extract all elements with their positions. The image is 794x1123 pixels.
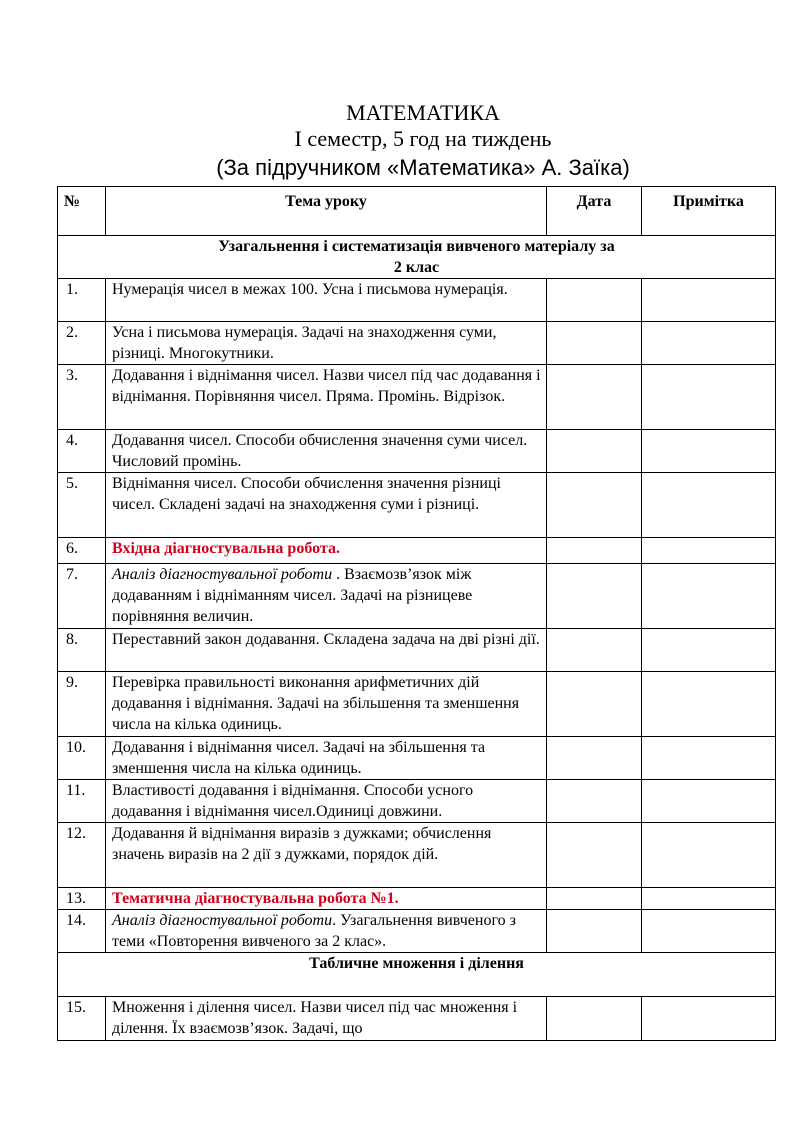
section-title: Табличне множення і ділення bbox=[58, 953, 776, 997]
row-note-cell[interactable] bbox=[642, 564, 776, 629]
page-title: МАТЕМАТИКА bbox=[346, 100, 500, 125]
row-topic: Додавання і віднімання чисел. Задачі на збільшення та зменшення числа на кілька одиниць. bbox=[106, 737, 547, 780]
row-number: 3. bbox=[58, 365, 106, 430]
row-number: 8. bbox=[58, 629, 106, 672]
row-note-cell[interactable] bbox=[642, 322, 776, 365]
row-note-cell[interactable] bbox=[642, 910, 776, 953]
column-header-note: Примітка bbox=[642, 187, 776, 236]
row-note-cell[interactable] bbox=[642, 737, 776, 780]
column-header-topic: Тема уроку bbox=[106, 187, 547, 236]
row-note-cell[interactable] bbox=[642, 888, 776, 910]
row-note-cell[interactable] bbox=[642, 538, 776, 564]
row-date-cell[interactable] bbox=[547, 430, 642, 473]
row-note-cell[interactable] bbox=[642, 473, 776, 538]
row-date-cell[interactable] bbox=[547, 737, 642, 780]
row-date-cell[interactable] bbox=[547, 888, 642, 910]
section-row bbox=[58, 953, 776, 997]
row-date-cell[interactable] bbox=[547, 365, 642, 430]
row-date-cell[interactable] bbox=[547, 279, 642, 322]
table-row bbox=[58, 322, 776, 365]
textbook-subtitle: (За підручником «Математика» А. Заїка) bbox=[216, 155, 630, 180]
row-note-cell[interactable] bbox=[642, 823, 776, 888]
row-topic: Додавання і віднімання чисел. Назви чисел під час додавання і віднімання. Порівняння чисел. Пряма. Промінь. Відрізок. bbox=[106, 365, 547, 430]
row-number: 7. bbox=[58, 564, 106, 629]
column-header-date: Дата bbox=[547, 187, 642, 236]
table-row bbox=[58, 564, 776, 629]
row-note-cell[interactable] bbox=[642, 997, 776, 1041]
table-row bbox=[58, 780, 776, 823]
row-topic: Додавання й віднімання виразів з дужками; обчислення значень виразів на 2 дії з дужками, порядок дій. bbox=[106, 823, 547, 888]
row-topic: Віднімання чисел. Способи обчислення значення різниці чисел. Складені задачі на знаходження суми і різниці. bbox=[106, 473, 547, 538]
table-row bbox=[58, 888, 776, 910]
row-topic-italic: Аналіз діагностувальної роботи bbox=[112, 566, 333, 583]
row-note-cell[interactable] bbox=[642, 780, 776, 823]
row-topic: Перевірка правильності виконання арифметичних дій додавання і віднімання. Задачі на збільшення та зменшення числа на кілька одиниць. bbox=[106, 672, 547, 737]
row-topic: Переставний закон додавання. Складена задача на дві різні дії. bbox=[106, 629, 547, 672]
row-topic: Додавання чисел. Способи обчислення значення суми чисел. Числовий промінь. bbox=[106, 430, 547, 473]
row-date-cell[interactable] bbox=[547, 780, 642, 823]
row-date-cell[interactable] bbox=[547, 473, 642, 538]
row-topic-text: . Узагальнення вивченого з теми «Повторення вивченого за 2 клас». bbox=[112, 912, 516, 950]
lesson-plan-table bbox=[57, 186, 776, 1041]
table-row bbox=[58, 430, 776, 473]
row-date-cell[interactable] bbox=[547, 564, 642, 629]
section-title: Узагальнення і систематизація вивченого матеріалу за 2 клас bbox=[58, 236, 776, 279]
row-number: 10. bbox=[58, 737, 106, 780]
row-number: 14. bbox=[58, 910, 106, 953]
row-topic: Властивості додавання і віднімання. Способи усного додавання і віднімання чисел.Одиниці довжини. bbox=[106, 780, 547, 823]
column-header-number: № bbox=[58, 187, 106, 236]
table-row bbox=[58, 538, 776, 564]
row-date-cell[interactable] bbox=[547, 823, 642, 888]
table-row bbox=[58, 279, 776, 322]
table-row bbox=[58, 629, 776, 672]
row-date-cell[interactable] bbox=[547, 672, 642, 737]
table-row bbox=[58, 365, 776, 430]
table-row bbox=[58, 997, 776, 1041]
row-number: 2. bbox=[58, 322, 106, 365]
row-number: 1. bbox=[58, 279, 106, 322]
row-topic bbox=[106, 564, 547, 629]
row-note-cell[interactable] bbox=[642, 279, 776, 322]
row-date-cell[interactable] bbox=[547, 997, 642, 1041]
row-note-cell[interactable] bbox=[642, 629, 776, 672]
semester-subtitle: I семестр, 5 год на тиждень bbox=[294, 126, 552, 151]
section-row bbox=[58, 236, 776, 279]
table-row bbox=[58, 910, 776, 953]
row-number: 6. bbox=[58, 538, 106, 564]
row-date-cell[interactable] bbox=[547, 629, 642, 672]
row-number: 5. bbox=[58, 473, 106, 538]
table-row bbox=[58, 737, 776, 780]
row-topic-diagnostic: Вхідна діагностувальна робота. bbox=[106, 538, 547, 564]
row-number: 4. bbox=[58, 430, 106, 473]
row-note-cell[interactable] bbox=[642, 365, 776, 430]
row-number: 12. bbox=[58, 823, 106, 888]
row-topic: Усна і письмова нумерація. Задачі на знаходження суми, різниці. Многокутники. bbox=[106, 322, 547, 365]
row-topic-italic: Аналіз діагностувальної роботи bbox=[112, 912, 333, 929]
row-topic-diagnostic: Тематична діагностувальна робота №1. bbox=[106, 888, 547, 910]
row-date-cell[interactable] bbox=[547, 322, 642, 365]
row-date-cell[interactable] bbox=[547, 910, 642, 953]
row-number: 11. bbox=[58, 780, 106, 823]
row-number: 13. bbox=[58, 888, 106, 910]
row-topic: Нумерація чисел в межах 100. Усна і письмова нумерація. bbox=[106, 279, 547, 322]
row-number: 15. bbox=[58, 997, 106, 1041]
table-header-row bbox=[58, 187, 776, 236]
row-note-cell[interactable] bbox=[642, 672, 776, 737]
row-topic: Множення і ділення чисел. Назви чисел під час множення і ділення. Їх взаємозв’язок. Задачі, що bbox=[106, 997, 547, 1041]
row-number: 9. bbox=[58, 672, 106, 737]
table-row bbox=[58, 823, 776, 888]
table-row bbox=[58, 473, 776, 538]
row-note-cell[interactable] bbox=[642, 430, 776, 473]
table-row bbox=[58, 672, 776, 737]
row-date-cell[interactable] bbox=[547, 538, 642, 564]
row-topic-text: . Взаємозв’язок між додаванням і відніманням чисел. Задачі на різницеве порівняння величин. bbox=[112, 566, 473, 625]
row-topic bbox=[106, 910, 547, 953]
